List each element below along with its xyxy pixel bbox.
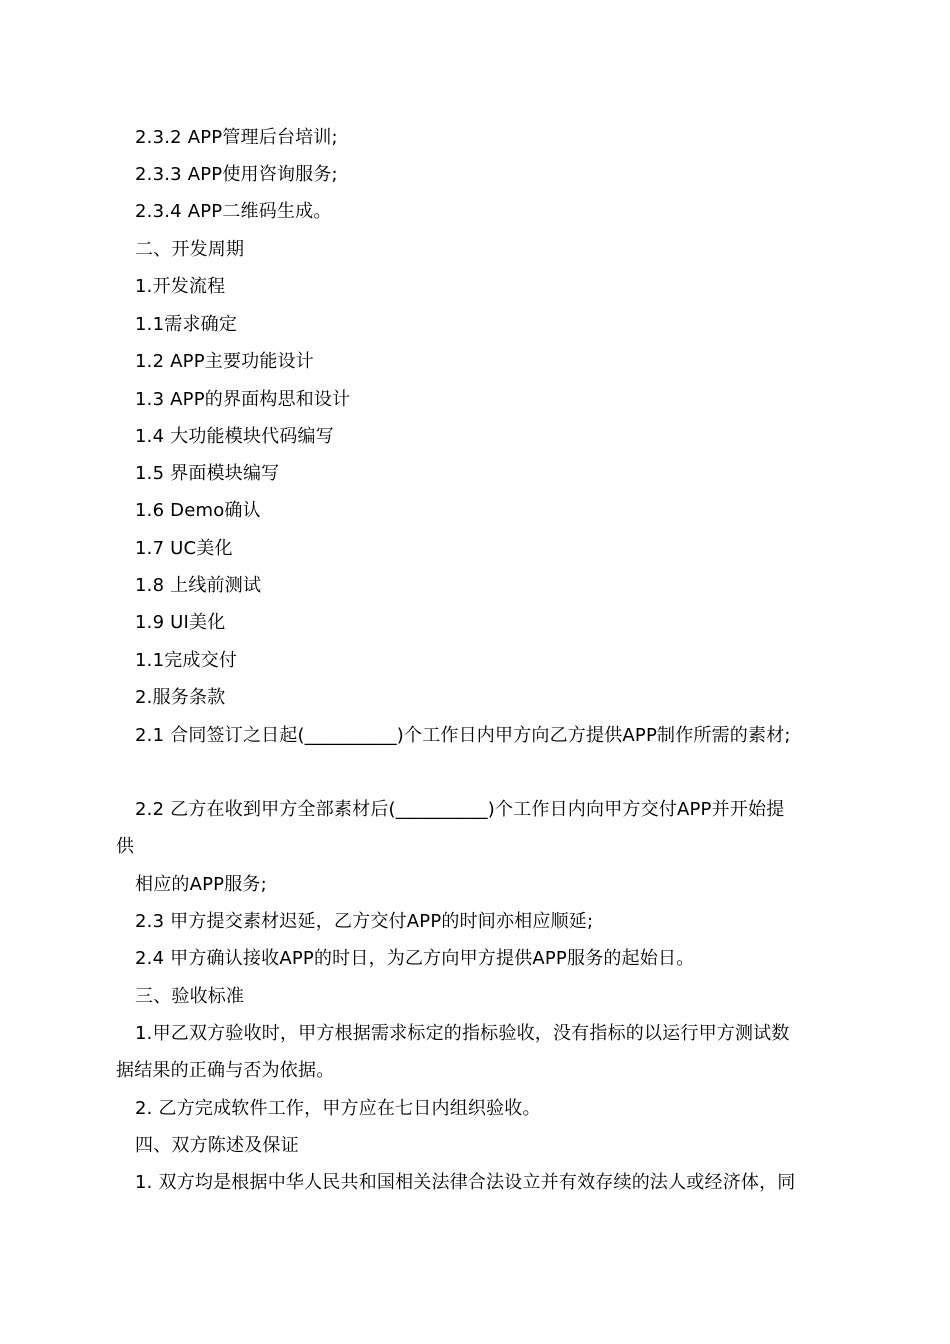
item-1-5: 1.5 界面模块编写 xyxy=(135,463,280,484)
item-1-1-delivery: 1.1完成交付 xyxy=(135,650,238,671)
acceptance-clause-2: 2. 乙方完成软件工作，甲方应在七日内组织验收。 xyxy=(135,1098,541,1119)
subheading-service-terms: 2.服务条款 xyxy=(135,687,226,708)
acceptance-clause-1-wrap: 据结果的正确与否为依据。 xyxy=(116,1060,335,1081)
item-1-1: 1.1需求确定 xyxy=(135,314,238,335)
clause-2-3: 2.3 甲方提交素材迟延，乙方交付APP的时间亦相应顺延; xyxy=(135,911,594,932)
clause-2-2-continued: 相应的APP服务; xyxy=(135,874,267,895)
item-2-3-4: 2.3.4 APP二维码生成。 xyxy=(135,201,332,222)
acceptance-clause-1: 1.甲乙双方验收时，甲方根据需求标定的指标验收，没有指标的以运行甲方测试数 xyxy=(135,1023,790,1044)
warranty-clause-1: 1. 双方均是根据中华人民共和国相关法律合法设立并有效存续的法人或经济体，同 xyxy=(135,1172,796,1193)
subheading-dev-process: 1.开发流程 xyxy=(135,276,226,297)
item-1-4: 1.4 大功能模块代码编写 xyxy=(135,426,334,447)
clause-2-1: 2.1 合同签订之日起(__________)个工作日内甲方向乙方提供APP制作所需的素材; xyxy=(135,725,791,746)
item-1-2: 1.2 APP主要功能设计 xyxy=(135,351,314,372)
section-heading-2: 二、开发周期 xyxy=(135,239,245,260)
item-2-3-2: 2.3.2 APP管理后台培训; xyxy=(135,127,338,148)
section-heading-4: 四、双方陈述及保证 xyxy=(135,1135,299,1156)
item-1-9: 1.9 UI美化 xyxy=(135,612,226,633)
item-1-3: 1.3 APP的界面构思和设计 xyxy=(135,389,351,410)
clause-2-2: 2.2 乙方在收到甲方全部素材后(__________)个工作日内向甲方交付APP并开始提 xyxy=(135,799,785,820)
section-heading-3: 三、验收标准 xyxy=(135,986,245,1007)
clause-2-2-wrap: 供 xyxy=(116,836,135,857)
item-2-3-3: 2.3.3 APP使用咨询服务; xyxy=(135,164,338,185)
item-1-7: 1.7 UC美化 xyxy=(135,538,233,559)
item-1-6: 1.6 Demo确认 xyxy=(135,500,261,521)
item-1-8: 1.8 上线前测试 xyxy=(135,575,262,596)
clause-2-4: 2.4 甲方确认接收APP的时日，为乙方向甲方提供APP服务的起始日。 xyxy=(135,948,695,969)
